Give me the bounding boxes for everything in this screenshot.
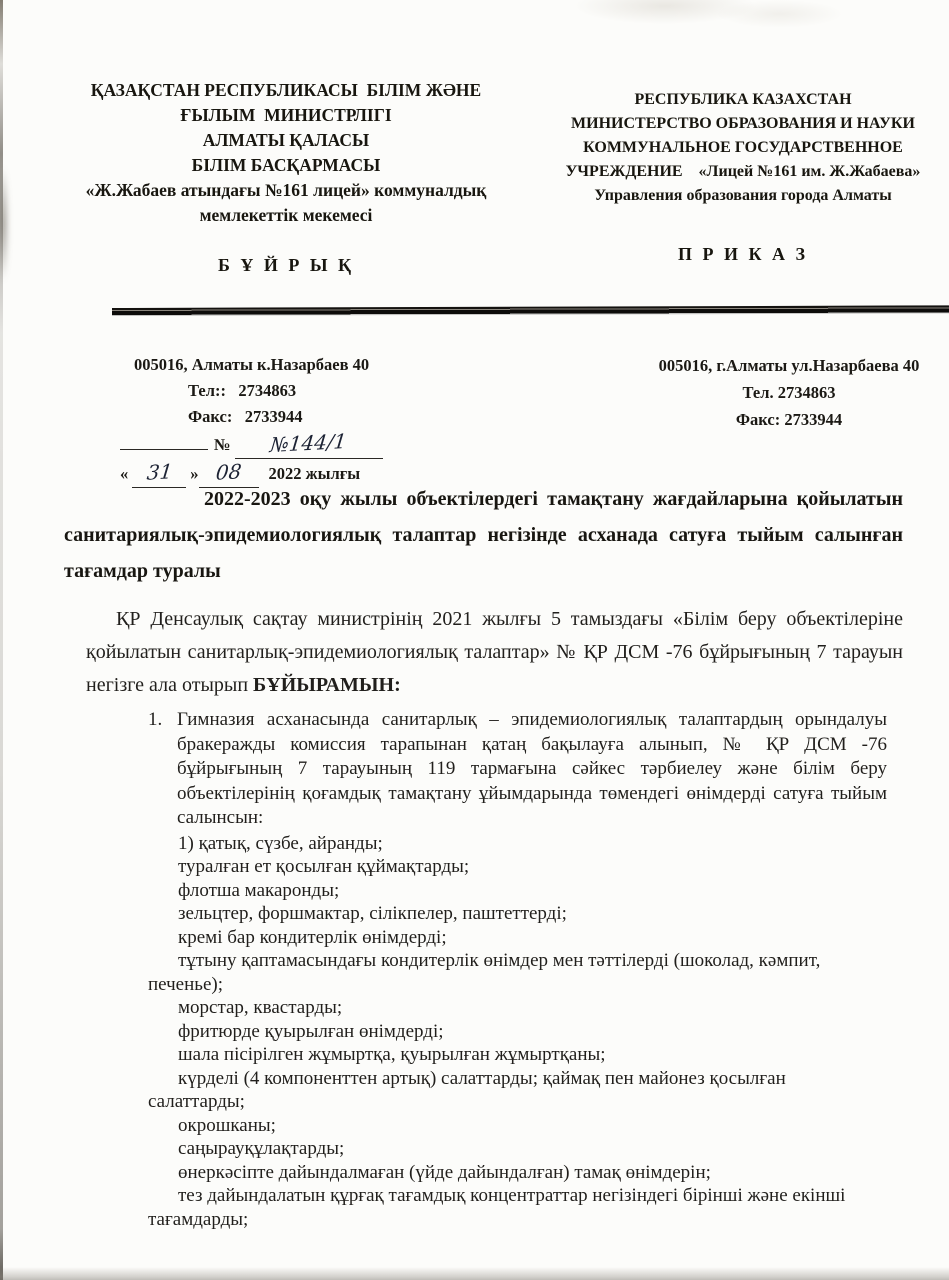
scan-smudge-artifact	[0, 165, 9, 283]
order-item-1-text: Гимназия асханасында санитарлық – эпидемиологиялық талаптардың орындалуы бракеражды комиссия тарапынан қатаң бақылауға алынып, № ҚР ДСМ -76 бұйрығының 7 тарауының 119 тармағына сәйкес тәрбиелеу және білім беру объектілерінің қоғамдық тамақтану ұйымдарында төмендегі өнімдерді сатуға тыйым салынсын:	[177, 709, 887, 828]
prohibited-item-line: күрделі (4 компоненттен артық) салаттарды; қаймақ пен майонез қосылған	[178, 1067, 786, 1089]
fax-line: Факс: 2733944	[735, 410, 843, 429]
letterhead-line: АЛМАТЫ ҚАЛАСЫ	[202, 130, 370, 150]
preamble-paragraph	[86, 603, 903, 702]
prohibited-item-line: морстар, квастарды;	[178, 997, 343, 1018]
blank-underline	[120, 449, 208, 450]
letterhead-line: «Ж.Жабаев атындағы №161 лицей» коммуналдық	[85, 180, 487, 200]
close-quote: »	[190, 464, 199, 483]
scan-bottom-shadow-artifact	[0, 1267, 949, 1280]
number-underline	[235, 430, 383, 459]
letterhead-line: КОММУНАЛЬНОЕ ГОСУДАРСТВЕННОЕ	[583, 139, 903, 156]
letterhead-russian	[540, 88, 946, 266]
address-line: 005016, Алматы к.Назарбаев 40	[134, 355, 370, 374]
letterhead-line: УЧРЕЖДЕНИЕ «Лицей №161 им. Ж.Жабаева»	[565, 163, 921, 180]
handwritten-order-number: №144/1	[269, 428, 349, 458]
handwritten-day: 31	[145, 459, 174, 485]
letterhead-line: РЕСПУБЛИКА КАЗАХСТАН	[634, 91, 852, 108]
letterhead-line: мемлекеттік мекемесі	[199, 205, 373, 225]
letterhead-line: МИНИСТЕРСТВО ОБРАЗОВАНИЯ И НАУКИ	[571, 115, 915, 132]
order-number-row	[120, 430, 460, 459]
phone-line: Тел:: 2734863	[188, 381, 297, 400]
resolve-word: БҰЙЫРАМЫН:	[253, 674, 401, 696]
prohibited-item-line: фритюрде қуырылған өнімдерді;	[178, 1020, 444, 1042]
prohibited-item-line: өнеркәсіпте дайындалмаған (үйде дайындалған) тамақ өнімдерін;	[178, 1161, 711, 1183]
open-quote: «	[120, 464, 129, 483]
order-item-1	[148, 708, 887, 831]
order-word-kazakh: Б Ұ Й Р Ы Қ	[217, 255, 355, 275]
letterhead-kazakh	[68, 78, 504, 278]
prohibited-item-line: флотша макаронды;	[178, 879, 340, 901]
list-item-number: 1.	[148, 709, 163, 730]
prohibited-item-line: тез дайындалатын құрғақ тағамдық концентраттар негізіндегі бірінші және екінші	[178, 1185, 846, 1206]
prohibited-item-line: саңырауқұлақтарды;	[178, 1138, 345, 1159]
prohibited-item-line: тағамдарды;	[148, 1208, 249, 1230]
contact-block-russian	[630, 352, 948, 433]
address-line: 005016, г.Алматы ул.Назарбаева 40	[658, 356, 920, 375]
letterhead-line: ҒЫЛЫМ МИНИСТРЛІГІ	[180, 105, 392, 125]
contact-block-kazakh	[120, 352, 460, 488]
letterhead-line: ҚАЗАҚСТАН РЕСПУБЛИКАСЫ БІЛІМ ЖӘНЕ	[90, 80, 482, 100]
prohibited-item-line: тұтыну қаптамасындағы кондитерлік өнімдер мен тәттілерді (шоколад, кәмпит,	[178, 950, 821, 971]
handwritten-month: 08	[214, 459, 243, 485]
fax-line: Факс: 2733944	[188, 407, 303, 426]
letterhead-line: Управления образования города Алматы	[594, 187, 892, 204]
letterhead-line: БІЛІМ БАСҚАРМАСЫ	[191, 155, 381, 175]
preamble-text: ҚР Денсаулық сақтау министрінің 2021 жылғы 5 тамыздағы «Білім беру объектілеріне қойылатын санитарлық-эпидемиологиялық талаптар» № ҚР ДСМ -76 бұйрығының 7 тарауын негізге ала отырып	[86, 608, 903, 696]
phone-line: Тел. 2734863	[742, 383, 836, 402]
prohibited-item-line: салаттарды;	[148, 1091, 245, 1112]
prohibited-item-line: кремі бар кондитерлік өнімдерді;	[178, 926, 447, 948]
number-label: №	[214, 435, 231, 454]
prohibited-item-line: шала пісірілген жұмыртқа, қуырылған жұмыртқаны;	[178, 1044, 606, 1065]
prohibited-item-line: зельцтер, форшмактар, сілікпелер, паштеттерді;	[178, 903, 567, 924]
prohibited-item-line: окрошканы;	[178, 1114, 276, 1136]
document-title: 2022-2023 оқу жылы объектілердегі тамақтану жағдайларына қойылатын санитариялық-эпидемиологиялық талаптар негізінде асханада сатуға тыйым салынған тағамдар туралы	[64, 488, 903, 582]
order-body	[0, 481, 949, 1231]
prohibited-foods-list	[0, 832, 949, 1232]
prohibited-item-line: 1) қатық, сүзбе, айранды;	[178, 832, 383, 854]
prohibited-item-line: печенье);	[148, 973, 223, 995]
letterhead-divider-rule	[112, 305, 949, 316]
prohibited-item-line: туралған ет қосылған құймақтарды;	[178, 856, 470, 877]
order-word-russian: П Р И К А З	[677, 244, 809, 264]
year-suffix: 2022 жылғы	[268, 464, 361, 483]
